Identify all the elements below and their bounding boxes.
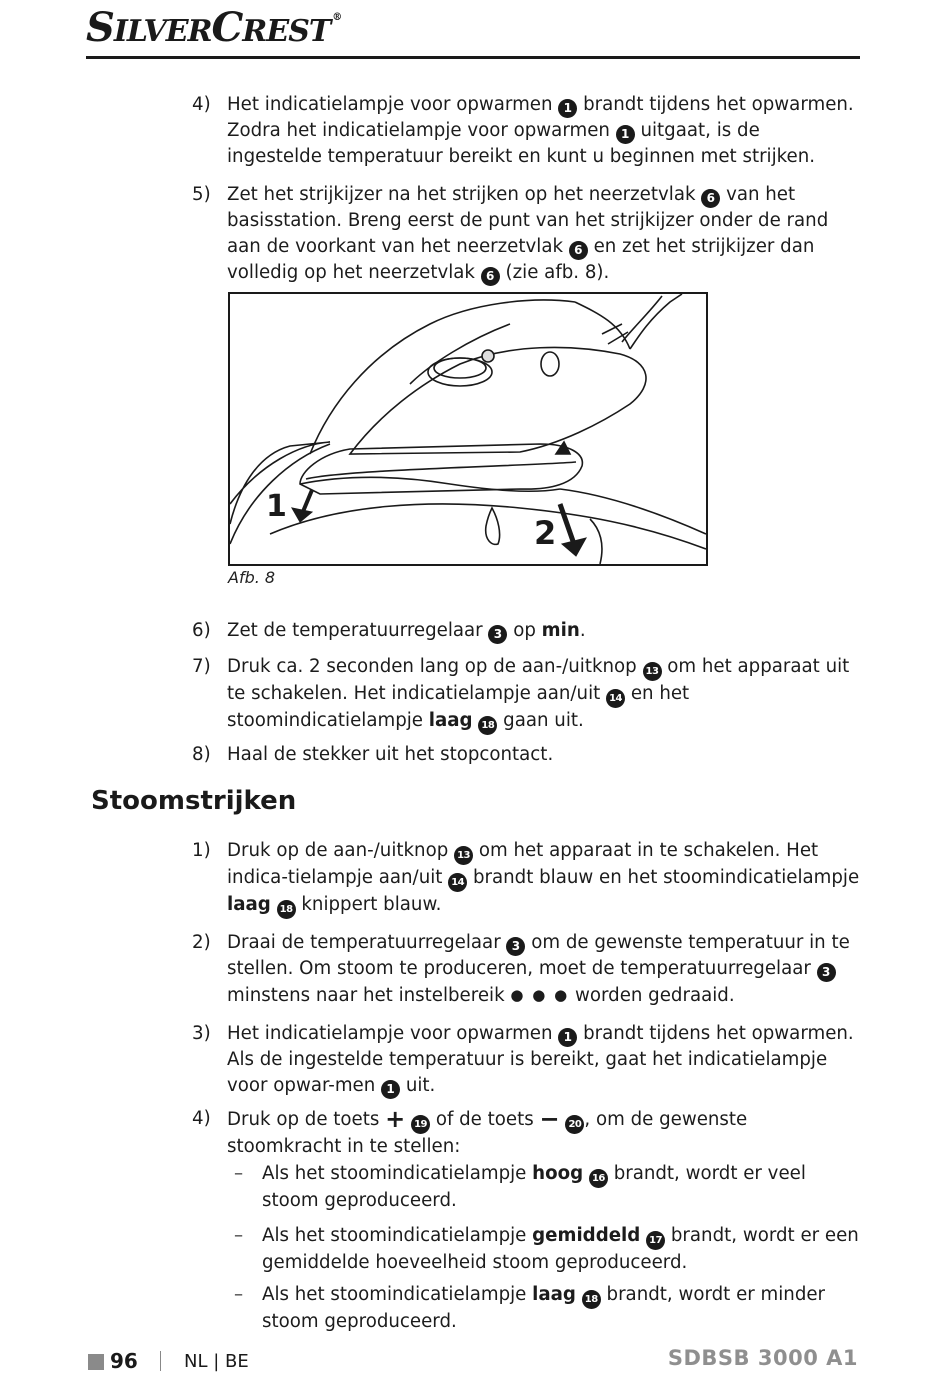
minus-icon: −	[539, 1105, 560, 1133]
ref-circle: 1	[381, 1080, 400, 1099]
step-text: Druk ca. 2 seconden lang op de aan-/uitknop 13 om het apparaat uit te schakelen. Het indicatielampje aan/uit 14 en het stoomindicatielampje laag 18 gaan uit.	[227, 654, 860, 735]
ref-circle: 14	[448, 873, 467, 892]
model-number: SDBSB 3000 A1	[667, 1346, 858, 1370]
step-item	[192, 1021, 860, 1099]
silvercrest-logo: SILVERCREST ®	[86, 4, 342, 51]
ref-circle: 13	[643, 662, 662, 681]
step-text: Het indicatielampje voor opwarmen 1 brandt tijdens het opwarmen. Als de ingestelde temperatuur is bereikt, gaat het indicatielampje voor opwar-men 1 uit.	[227, 1021, 860, 1099]
ref-circle: 14	[606, 689, 625, 708]
ref-circle: 16	[589, 1169, 608, 1188]
step-text: Het indicatielampje voor opwarmen 1 brandt tijdens het opwarmen. Zodra het indicatielampje voor opwarmen 1 uitgaat, is de ingestelde temperatuur bereikt en kunt u beginnen met strijken.	[227, 94, 854, 167]
figure-caption: Afb. 8	[228, 568, 276, 587]
step-item	[192, 838, 860, 919]
sub-text: Als het stoomindicatielampje laag 18 brandt, wordt er minder stoom geproduceerd.	[262, 1284, 826, 1332]
step-text: Haal de stekker uit het stopcontact.	[227, 744, 554, 765]
step-text: Zet de temperatuurregelaar 3 op min.	[227, 618, 860, 644]
ref-circle: 18	[277, 900, 296, 919]
step-number: 6)	[192, 620, 211, 641]
iron-illustration	[230, 294, 706, 564]
dash-bullet: –	[234, 1284, 244, 1305]
ref-circle: 1	[558, 99, 577, 118]
sub-item	[234, 1223, 860, 1276]
sub-item	[234, 1282, 860, 1335]
step-item	[192, 930, 860, 1009]
step-text: Druk op de toets + 19 of de toets − 20 , om de gewenste stoomkracht in te stellen:	[227, 1105, 748, 1157]
plus-icon: +	[385, 1105, 406, 1133]
page-footer	[0, 1346, 950, 1376]
ref-circle: 1	[616, 125, 635, 144]
step-item	[192, 1106, 860, 1160]
ref-circle: 18	[478, 716, 497, 735]
footer-square-icon	[88, 1354, 104, 1370]
step-number: 2)	[192, 932, 211, 953]
ref-circle: 3	[506, 937, 525, 956]
dash-bullet: –	[234, 1225, 244, 1246]
step-number: 7)	[192, 656, 211, 677]
step-number: 5)	[192, 184, 211, 205]
ref-circle: 13	[454, 846, 473, 865]
figure-label-2: 2	[534, 514, 557, 552]
header-rule	[86, 56, 860, 59]
ref-circle: 6	[569, 241, 588, 260]
step-item	[192, 92, 860, 170]
ref-circle: 18	[582, 1290, 601, 1309]
ref-circle: 6	[701, 189, 720, 208]
footer-divider	[160, 1351, 161, 1371]
step-item	[192, 618, 860, 644]
sub-text: Als het stoomindicatielampje gemiddeld 17 brandt, wordt er een gemiddelde hoeveelheid stoom geproduceerd.	[262, 1225, 859, 1273]
ref-circle: 19	[411, 1115, 430, 1134]
step-number: 4)	[192, 1108, 211, 1129]
step-item	[192, 182, 860, 286]
setting-dots: ● ● ●	[510, 986, 570, 1004]
sub-item	[234, 1161, 860, 1214]
step-text: Zet het strijkijzer na het strijken op het neerzetvlak 6 van het basisstation. Breng eerst de punt van het strijkijzer onder de rand aan de voorkant van het neerzetvlak 6 en zet het strijkijzer dan volledig op het neerzetvlak 6 (zie afb. 8).	[227, 182, 860, 286]
sub-text: Als het stoomindicatielampje hoog 16 brandt, wordt er veel stoom geproduceerd.	[262, 1163, 806, 1211]
ref-circle: 3	[488, 625, 507, 644]
step-text: Druk op de aan-/uitknop 13 om het apparaat in te schakelen. Het indica-tielampje aan/uit 14 brandt blauw en het stoomindicatielampje laag 18 knippert blauw.	[227, 838, 860, 919]
step-number: 4)	[192, 94, 211, 115]
step-text: Draai de temperatuurregelaar 3 om de gewenste temperatuur in te stellen. Om stoom te produceren, moet de temperatuurregelaar 3 minstens naar het instelbereik ● ● ● worden gedraaid.	[227, 932, 850, 1006]
language-code: NL | BE	[184, 1351, 249, 1372]
step-number: 8)	[192, 744, 211, 765]
step-item	[192, 654, 860, 735]
ref-circle: 6	[481, 267, 500, 286]
ref-circle: 3	[817, 963, 836, 982]
step-item	[192, 742, 860, 768]
ref-circle: 1	[558, 1028, 577, 1047]
ref-circle: 20	[565, 1115, 584, 1134]
step-number: 3)	[192, 1023, 211, 1044]
step-number: 1)	[192, 840, 211, 861]
figure-label-1: 1	[266, 489, 287, 524]
dash-bullet: –	[234, 1163, 244, 1184]
section-heading: Stoomstrijken	[91, 786, 297, 816]
figure-iron-on-station	[228, 292, 708, 566]
ref-circle: 17	[646, 1231, 665, 1250]
page-number: 96	[110, 1349, 138, 1373]
